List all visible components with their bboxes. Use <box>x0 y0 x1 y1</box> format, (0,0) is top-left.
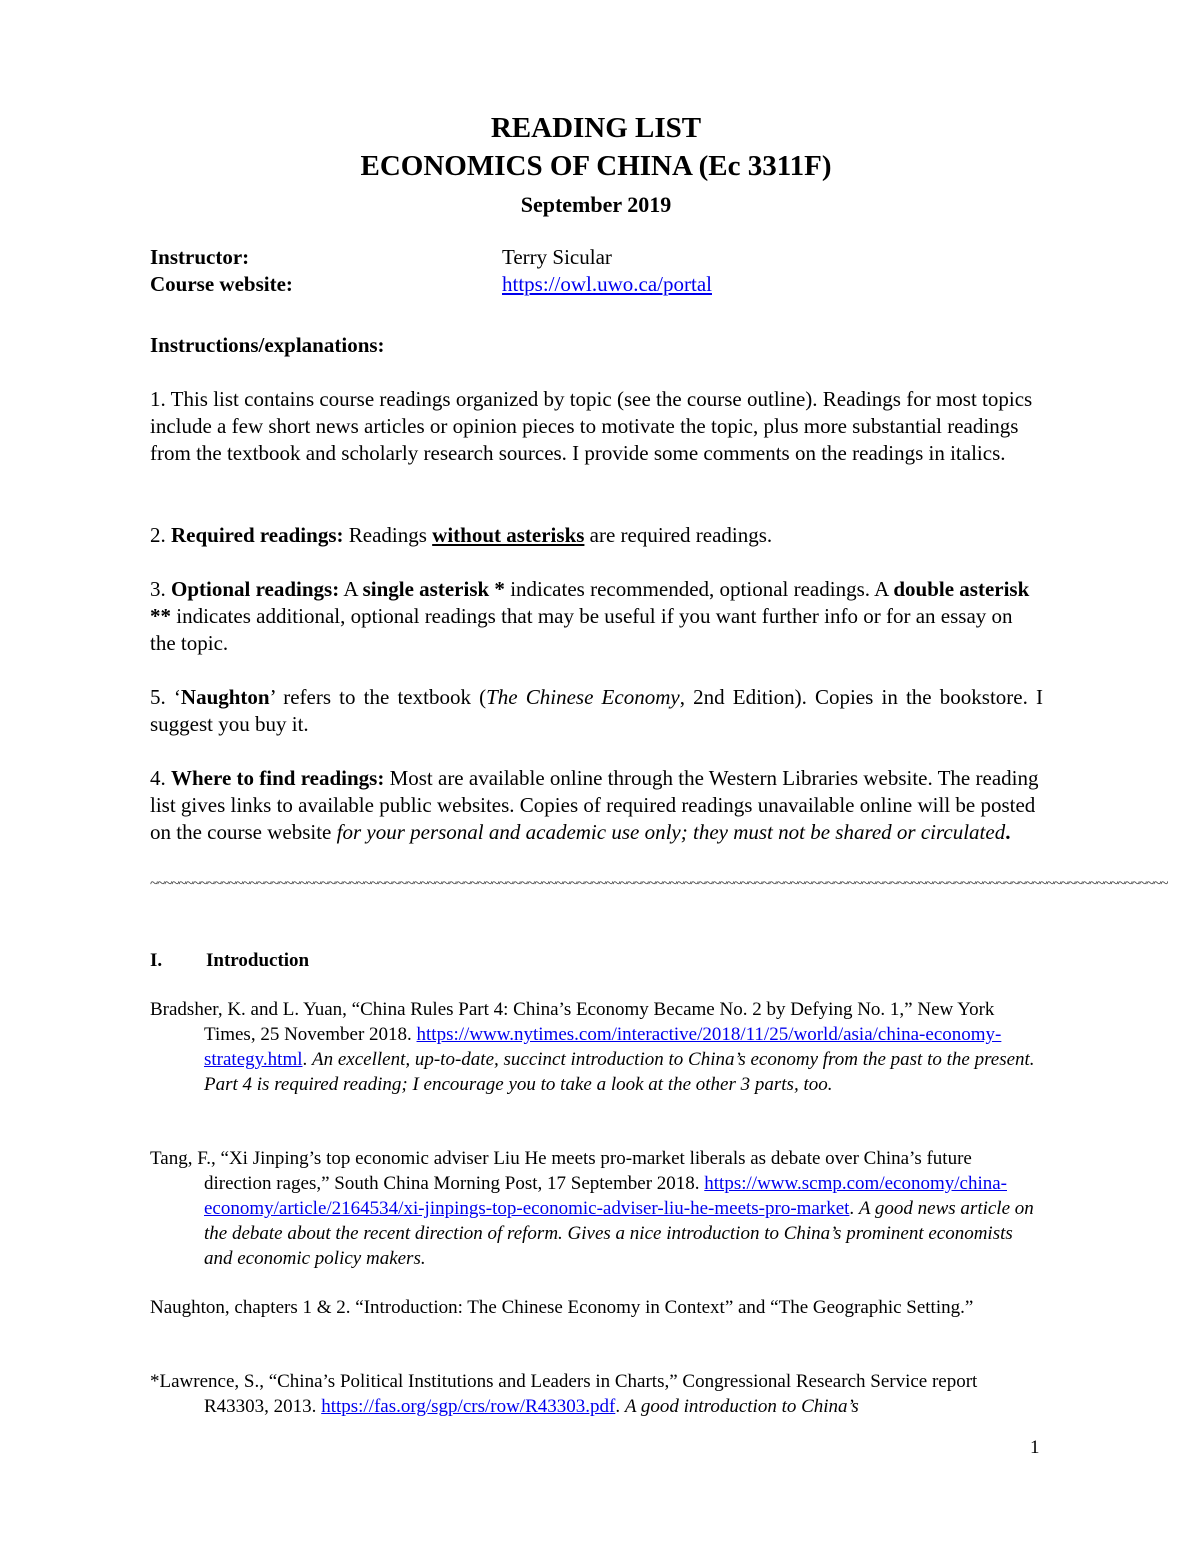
course-title: ECONOMICS OF CHINA (Ec 3311F) <box>360 150 832 182</box>
reference-link[interactable]: https://fas.org/sgp/crs/row/R43303.pdf <box>321 1396 616 1417</box>
reference-item: Bradsher, K. and L. Yuan, “China Rules Part 4: China’s Economy Became No. 2 by Defying No. 1,” New York Times, 25 November 2018. https://www.nytimes.com/interactive/2018/11/25/world/asia/china-economy-strategy.html. An excellent, up-to-date, succinct introduction to China’s economy from the past to the present. Part 4 is required reading; I encourage you to take a look at the other 3 parts, too. <box>150 999 1035 1095</box>
reference-link[interactable]: https://www.scmp.com/economy/china-economy/article/2164534/xi-jinpings-top-economic-adviser-liu-he-meets-pro-market <box>204 1173 1007 1219</box>
instructor-value: Terry Sicular <box>502 245 612 269</box>
reference-item: Naughton, chapters 1 & 2. “Introduction: The Chinese Economy in Context” and “The Geographic Setting.” <box>150 1297 974 1318</box>
instructor-label: Instructor: <box>150 245 250 269</box>
divider: ~~~~~~~~~~~~~~~~~~~~~~~~~~~~~~~~~~~~~~~~~~~~~~~~~~~~~~~~~~~~~~~~~~~~~~~~~~~~~~~~~~~~~~~~~~~~~~~~~~~~~~~~~~~~~~~~~~~~~~~~~~~~~~~~~~~~~~~~~~~~~~~ <box>150 876 1168 892</box>
instructions-heading: Instructions/explanations: <box>150 333 385 357</box>
document-title: READING LIST <box>490 112 702 144</box>
instruction-3: 3. Optional readings: A single asterisk * indicates recommended, optional readings. A double asterisk ** indicates additional, optional readings that may be useful if you want further info or for an essay on the topic. <box>150 577 1030 655</box>
instruction-5: 5. ‘Naughton’ refers to the textbook (The Chinese Economy, 2nd Edition). Copies in the bookstore. I suggest you buy it. <box>150 685 1044 736</box>
document-date: September 2019 <box>520 192 672 217</box>
reference-item: *Lawrence, S., “China’s Political Institutions and Leaders in Charts,” Congressional Research Service report R43303, 2013. https://fas.org/sgp/crs/row/R43303.pdf. A good introduction to China’s <box>150 1371 978 1417</box>
course-website-link[interactable]: https://owl.uwo.ca/portal <box>502 272 712 296</box>
section-heading: I. Introduction <box>150 950 310 971</box>
reference-link[interactable]: https://www.nytimes.com/interactive/2018/11/25/world/asia/china-economy-strategy.html <box>204 1024 1002 1070</box>
website-label: Course website: <box>150 272 293 296</box>
instruction-4: 4. Where to find readings: Most are available online through the Western Libraries website. The reading list gives links to available public websites. Copies of required readings unavailable online will be posted on the course website for your personal and academic use only; they must not be shared or circulated. <box>150 766 1039 844</box>
page-number: 1 <box>1030 1437 1040 1458</box>
instruction-2: 2. Required readings: Readings without asterisks are required readings. <box>150 523 773 547</box>
reference-item: Tang, F., “Xi Jinping’s top economic adviser Liu He meets pro-market liberals as debate over China’s future direction rages,” South China Morning Post, 17 September 2018. https://www.scmp.com/economy/china-economy/article/2164534/xi-jinpings-top-economic-adviser-liu-he-meets-pro-market. A good news article on the debate about the recent direction of reform. Gives a nice introduction to China’s prominent economists and economic policy makers. <box>150 1148 1034 1269</box>
instruction-1: 1. This list contains course readings organized by topic (see the course outline). Readings for most topics include a few short news articles or opinion pieces to motivate the topic, plus more substantial readings from the textbook and scholarly research sources. I provide some comments on the readings in italics. <box>150 387 1033 465</box>
